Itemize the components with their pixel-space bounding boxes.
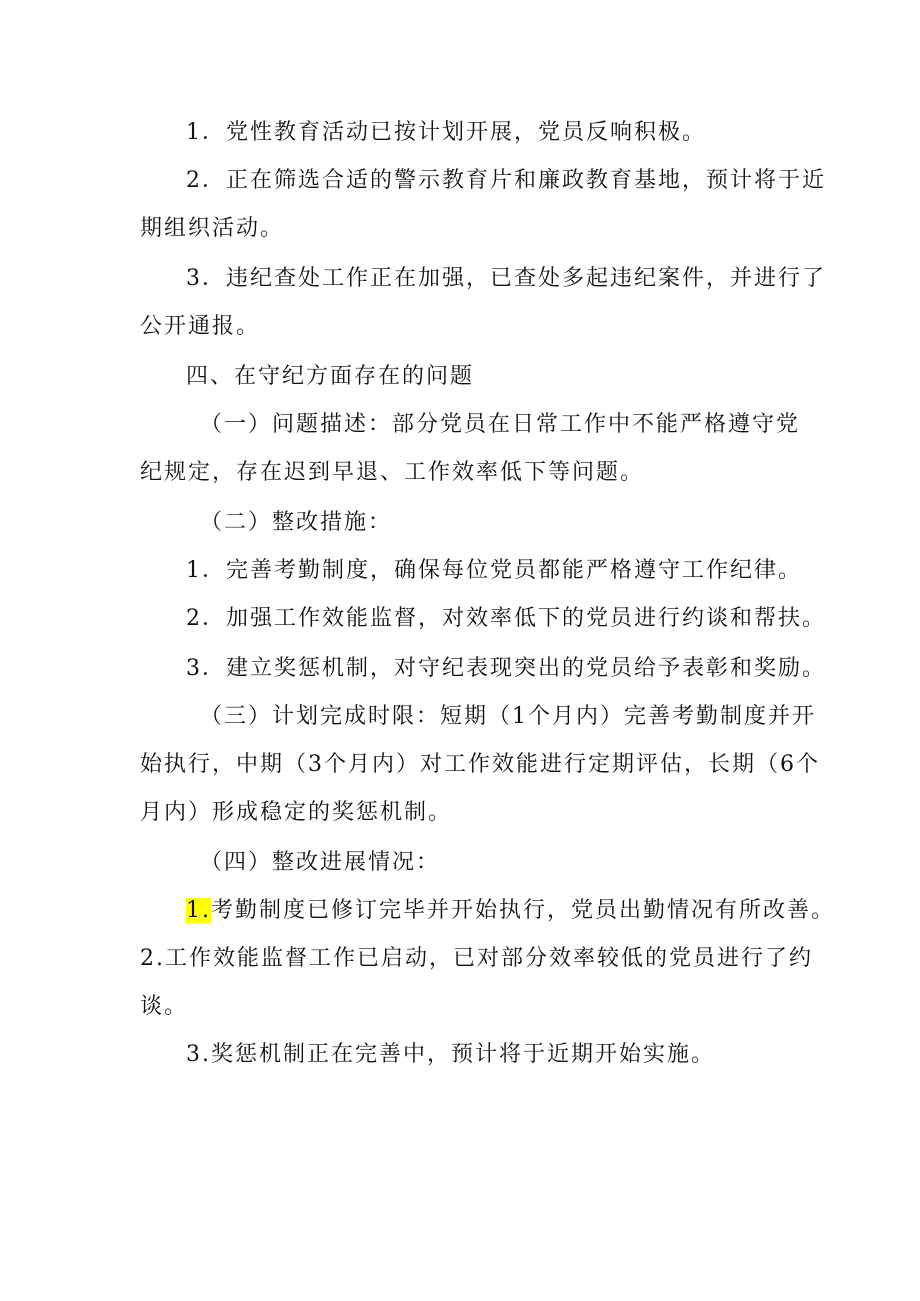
measure-item-2: 2．加强工作效能监督，对效率低下的党员进行约谈和帮扶。 [186, 606, 826, 631]
progress-item-3-line-2: 公开通报。 [140, 314, 261, 339]
subsection-4-heading: （四）整改进展情况： [200, 850, 441, 875]
progress-item-3-line-1: 3．违纪查处工作正在加强，已查处多起违纪案件，并进行了 [186, 266, 826, 291]
subsection-1-line-1: （一）问题描述：部分党员在日常工作中不能严格遵守党 [200, 412, 801, 437]
result-item-1 [186, 896, 835, 926]
measure-item-3: 3．建立奖惩机制，对守纪表现突出的党员给予表彰和奖励。 [186, 656, 826, 681]
subsection-3-line-1: （三）计划完成时限：短期（1个月内）完善考勤制度并开 [200, 704, 816, 729]
subsection-3-line-2: 始执行，中期（3个月内）对工作效能进行定期评估，长期（6个 [140, 752, 820, 777]
subsection-1-line-2: 纪规定，存在迟到早退、工作效率低下等问题。 [140, 460, 645, 485]
progress-item-2-line-2: 期组织活动。 [140, 216, 285, 241]
section-heading-4: 四、在守纪方面存在的问题 [186, 364, 475, 389]
result-item-2-line-2: 谈。 [140, 994, 189, 1019]
measure-item-1: 1．完善考勤制度，确保每位党员都能严格遵守工作纪律。 [186, 558, 802, 583]
progress-item-2-line-1: 2．正在筛选合适的警示教育片和廉政教育基地，预计将于近 [186, 168, 826, 193]
subsection-3-line-3: 月内）形成稳定的奖惩机制。 [140, 800, 453, 825]
result-item-2-line-1: 2.工作效能监督工作已启动，已对部分效率较低的党员进行了约 [140, 946, 813, 971]
result-item-3: 3.奖惩机制正在完善中，预计将于近期开始实施。 [186, 1042, 715, 1067]
progress-item-1: 1．党性教育活动已按计划开展，党员反响积极。 [186, 120, 706, 145]
result-item-1-text: 考勤制度已修订完毕并开始执行，党员出勤情况有所改善。 [211, 898, 836, 923]
subsection-2-heading: （二）整改措施： [200, 510, 393, 535]
highlighted-number: 1. [186, 898, 211, 923]
